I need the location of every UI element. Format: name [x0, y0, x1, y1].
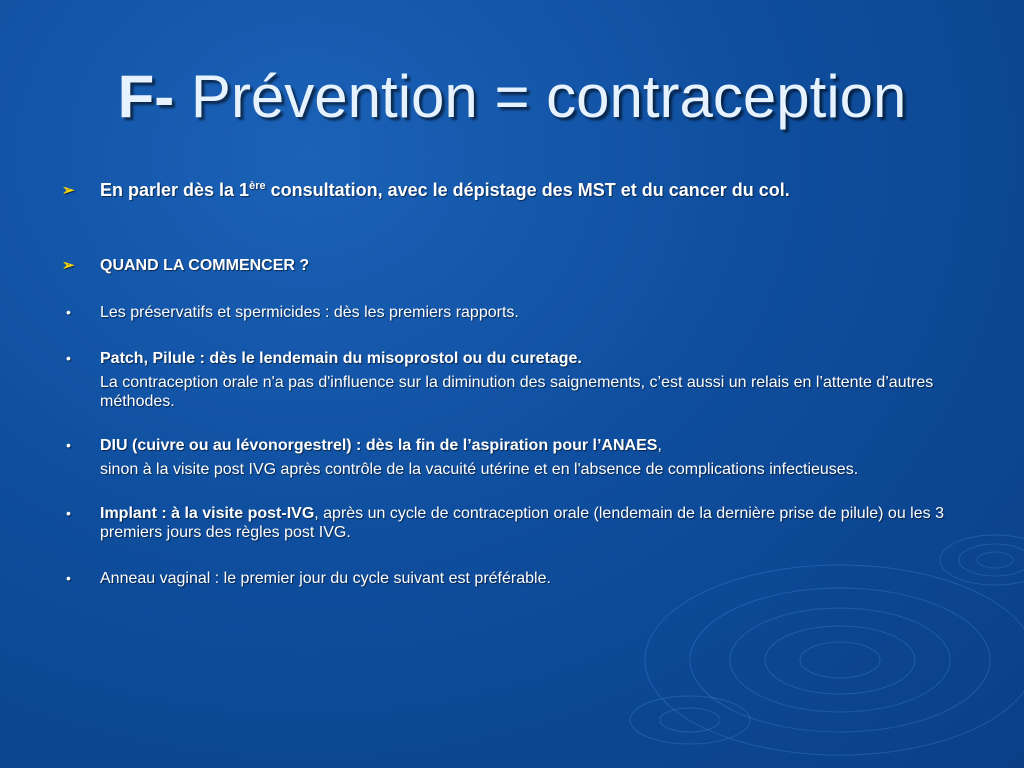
lead-text-before: En parler dès la 1 — [100, 180, 250, 200]
dot-bullet-icon: • — [66, 505, 71, 521]
lead-superscript: ère — [249, 180, 266, 192]
list-item — [62, 349, 962, 368]
arrow-bullet-icon: ➢ — [62, 182, 75, 199]
section-heading-text: QUAND LA COMMENCER ? — [100, 257, 310, 274]
list-item — [62, 303, 962, 322]
dot-bullet-icon: • — [66, 350, 71, 366]
lead-text-after: consultation, avec le dépistage des MST et du cancer du col. — [265, 180, 790, 200]
dot-bullet-icon: • — [66, 437, 71, 453]
list-item-text: Anneau vaginal : le premier jour du cycle suivant est préférable. — [100, 570, 551, 587]
title-text: Prévention = contraception — [190, 63, 907, 130]
list-item-continuation: La contraception orale n'a pas d'influence sur la diminution des saignements, c’est aussi un relais en l’attente d’autres méthodes. — [100, 374, 934, 410]
list-item-bold: Patch, Pilule : dès le lendemain du misoprostol ou du curetage. — [100, 350, 582, 367]
list-item-text: , — [657, 437, 662, 454]
list-item — [62, 569, 962, 588]
arrow-bullet-icon: ➢ — [62, 257, 75, 274]
list-item — [62, 436, 962, 455]
dot-bullet-icon: • — [66, 570, 71, 586]
lead-bullet — [62, 180, 962, 201]
list-item-bold: Implant : à la visite post-IVG — [100, 505, 315, 522]
section-heading — [62, 256, 962, 276]
slide-title — [0, 62, 1024, 132]
slide-content — [62, 180, 962, 615]
title-prefix: F- — [117, 63, 175, 130]
list-item-continuation: sinon à la visite post IVG après contrôle de la vacuité utérine et en l'absence de complications infectieuses. — [100, 461, 859, 478]
list-item-text: , après un cycle de contraception orale (lendemain de la dernière prise de pilule) ou les 3 premiers jours des règles post IVG. — [100, 505, 944, 541]
dot-bullet-icon: • — [66, 304, 71, 320]
list-item-text: Les préservatifs et spermicides : dès les premiers rapports. — [100, 304, 519, 321]
list-item-bold: DIU (cuivre ou au lévonorgestrel) : dès la fin de l’aspiration pour l’ANAES — [100, 437, 658, 454]
list-item — [62, 504, 962, 542]
